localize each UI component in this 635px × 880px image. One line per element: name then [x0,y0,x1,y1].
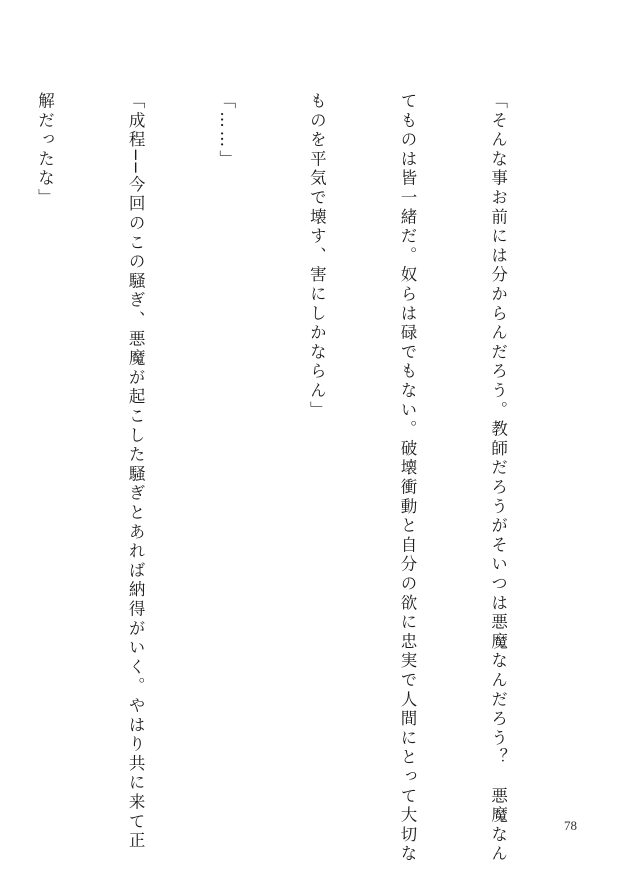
text-line: 「成程──今回のこの騒ぎ、悪魔が起こした騒ぎとあれば納得がいく。やはり共に来て正 [126,92,146,851]
text-line: 解だったな」 [35,92,55,208]
text-line: ものを平気で壊す、害にしかならん」 [307,92,327,421]
text-line: 「……」 [216,92,236,170]
text-line: 「そんな事お前には分からんだろう。教師だろうがそいつは悪魔なんだろう？ 悪魔なん [488,92,508,864]
page-number: 78 [564,818,577,833]
text-line: てものは皆一緒だ。奴らは碌でもない。破壊衝動と自分の欲に忠実で人間にとって大切な [397,92,417,864]
